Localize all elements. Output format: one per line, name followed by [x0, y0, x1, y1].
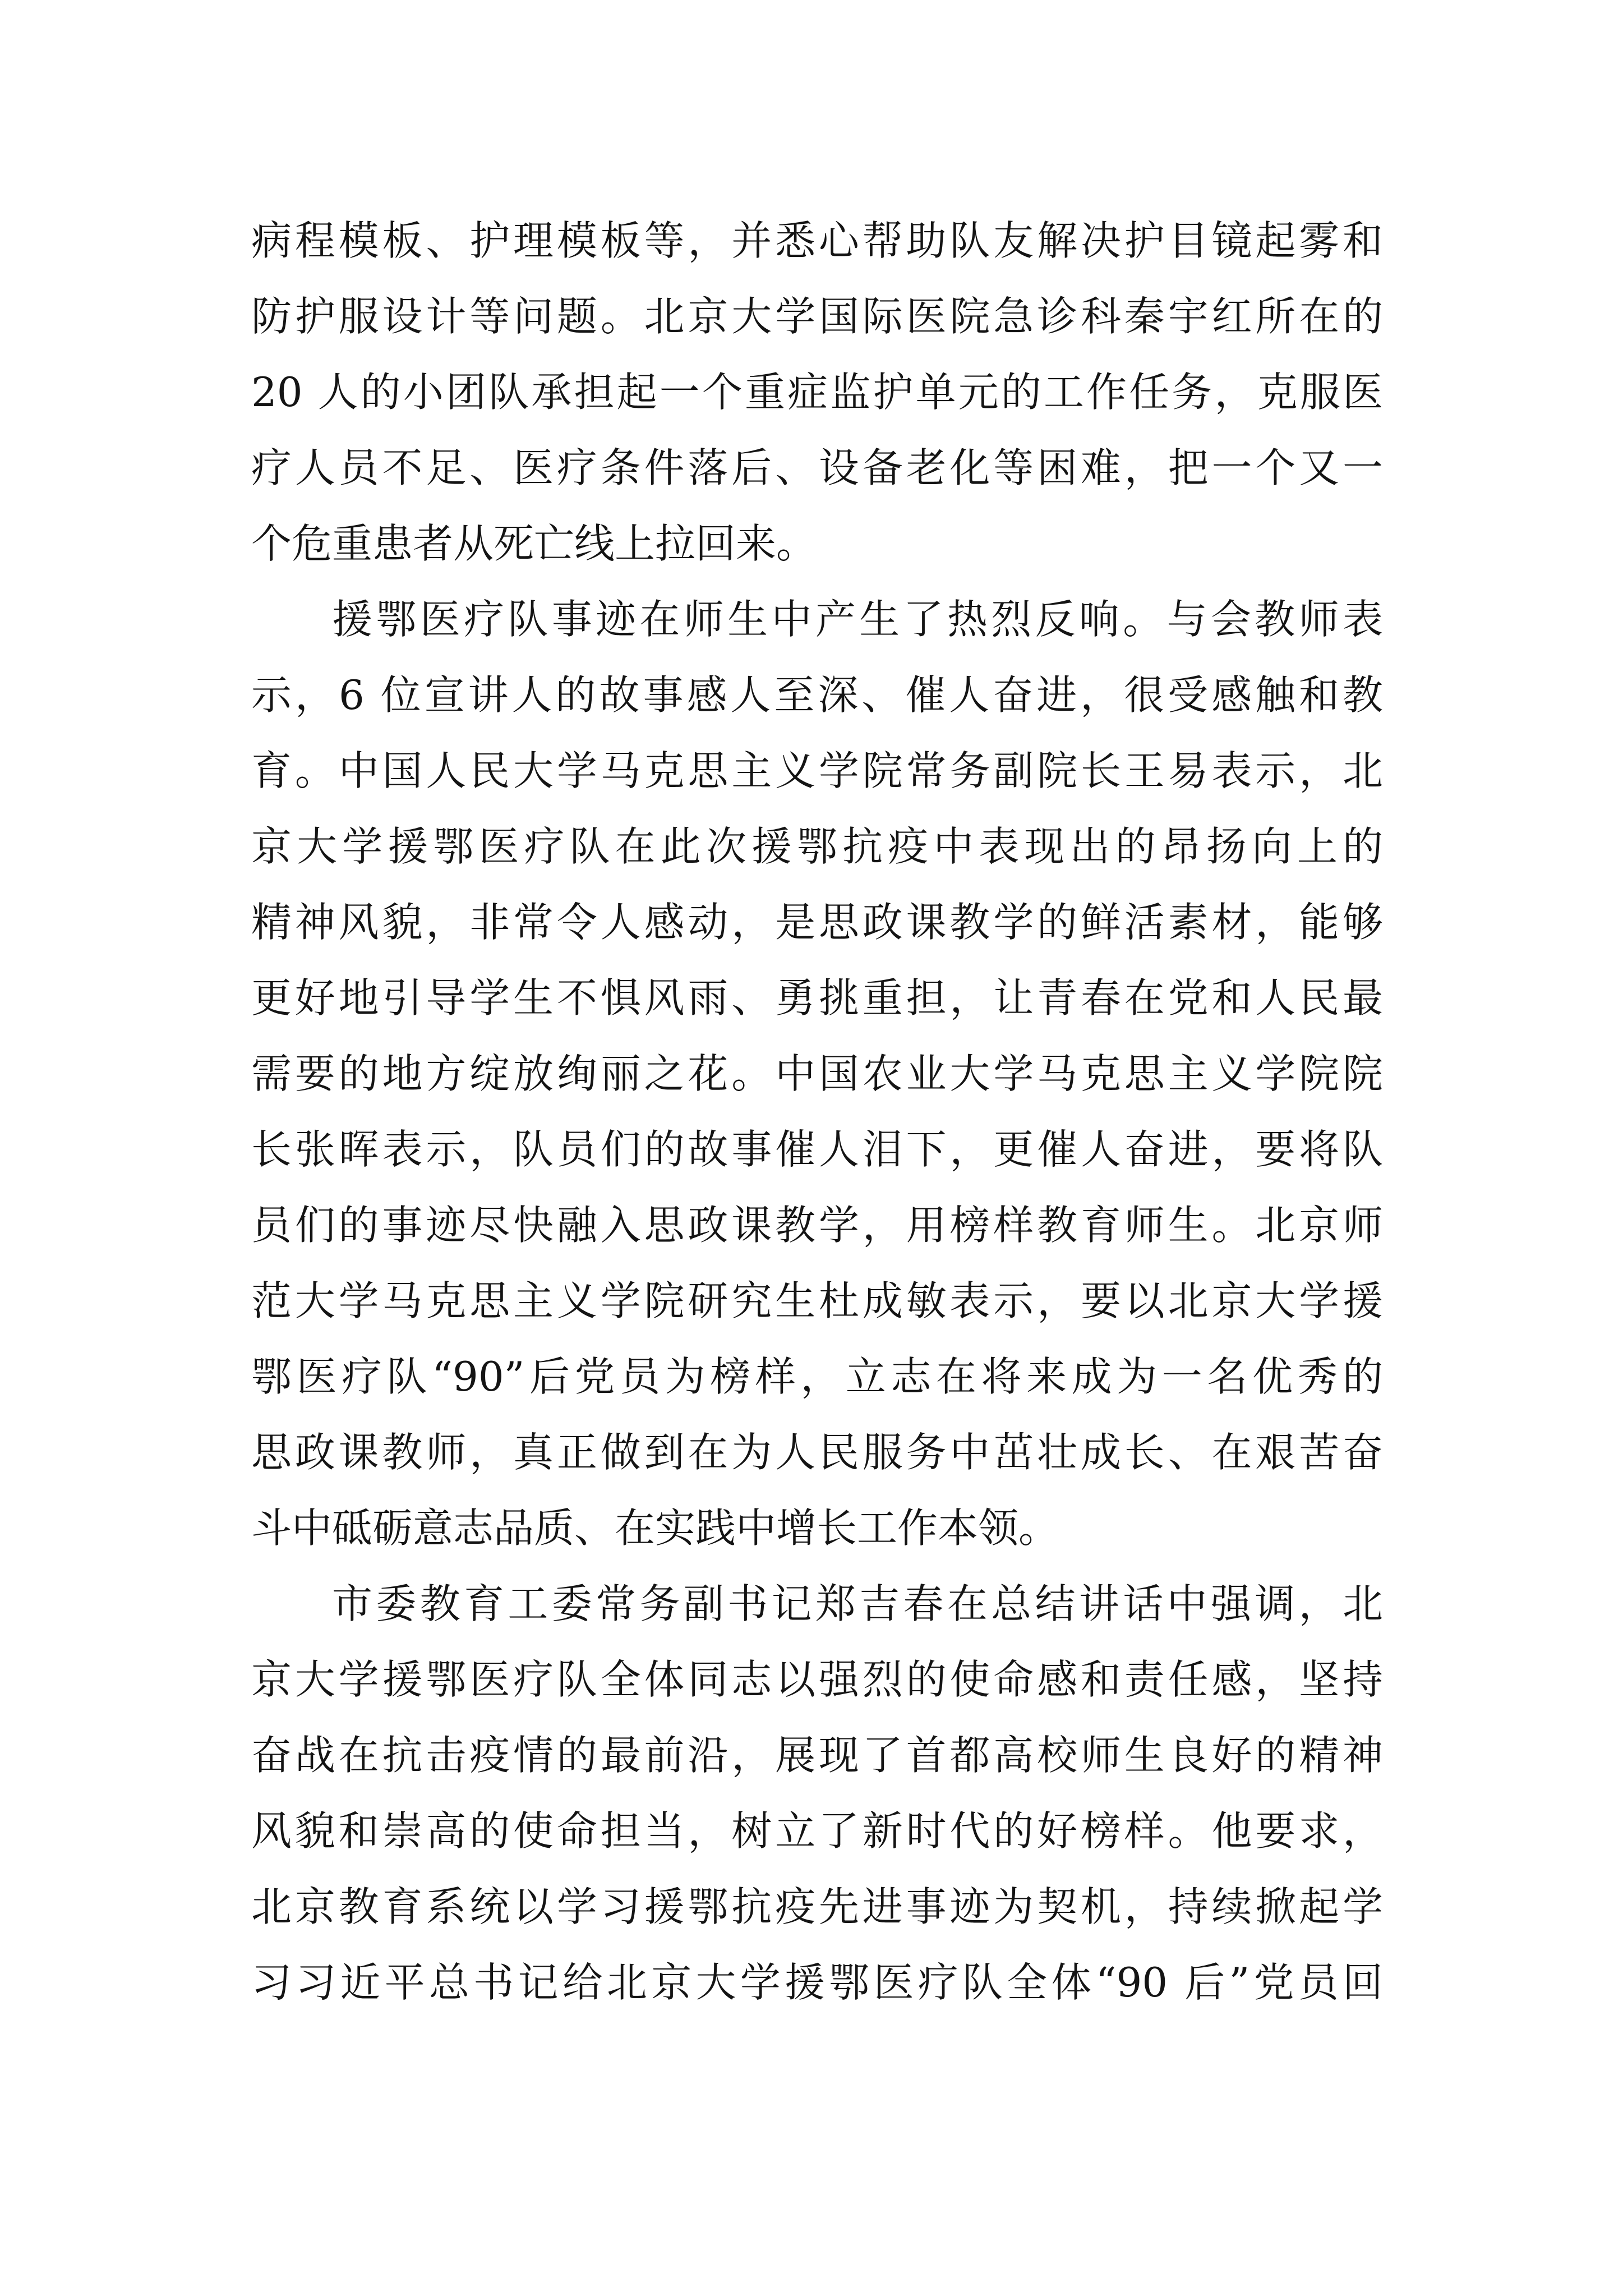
text-line: 疗人员不足、医疗条件落后、设备老化等困难，把一个又一 — [251, 444, 1383, 491]
text-line: 奋战在抗击疫情的最前沿，展现了首都高校师生良好的精神 — [251, 1732, 1383, 1779]
text-line: 防护服设计等问题。北京大学国际医院急诊科秦宇红所在的 — [251, 293, 1383, 340]
text-line: 风貌和崇高的使命担当，树立了新时代的好榜样。他要求， — [251, 1807, 1383, 1855]
paragraph-first-line: 市委教育工委常务副书记郑吉春在总结讲话中强调，北 — [332, 1580, 1383, 1627]
text-line: 北京教育系统以学习援鄂抗疫先进事迹为契机，持续掀起学 — [251, 1883, 1383, 1930]
text-line: 示，6 位宣讲人的故事感人至深、催人奋进，很受感触和教 — [251, 671, 1383, 719]
text-line: 习习近平总书记给北京大学援鄂医疗队全体“90 后”党员回 — [251, 1959, 1383, 2006]
text-line: 鄂医疗队“90”后党员为榜样，立志在将来成为一名优秀的 — [251, 1353, 1383, 1400]
text-line: 京大学援鄂医疗队在此次援鄂抗疫中表现出的昂扬向上的 — [251, 823, 1383, 870]
text-line: 更好地引导学生不惧风雨、勇挑重担，让青春在党和人民最 — [251, 974, 1383, 1022]
text-line: 斗中砥砺意志品质、在实践中增长工作本领。 — [251, 1504, 1059, 1552]
text-line: 20 人的小团队承担起一个重症监护单元的工作任务，克服医 — [251, 369, 1383, 416]
text-line: 需要的地方绽放绚丽之花。中国农业大学马克思主义学院院 — [251, 1050, 1383, 1097]
paragraph-first-line: 援鄂医疗队事迹在师生中产生了热烈反响。与会教师表 — [332, 596, 1383, 643]
text-line: 思政课教师，真正做到在为人民服务中茁壮成长、在艰苦奋 — [251, 1429, 1383, 1476]
text-line: 育。中国人民大学马克思主义学院常务副院长王易表示，北 — [251, 747, 1383, 794]
text-line: 个危重患者从死亡线上拉回来。 — [251, 520, 817, 567]
document-body — [251, 203, 1383, 2021]
text-line: 病程模板、护理模板等，并悉心帮助队友解决护目镜起雾和 — [251, 217, 1383, 264]
text-line: 精神风貌，非常令人感动，是思政课教学的鲜活素材，能够 — [251, 899, 1383, 946]
text-line: 京大学援鄂医疗队全体同志以强烈的使命感和责任感，坚持 — [251, 1656, 1383, 1703]
text-line: 员们的事迹尽快融入思政课教学，用榜样教育师生。北京师 — [251, 1202, 1383, 1249]
text-line: 范大学马克思主义学院研究生杜成敏表示，要以北京大学援 — [251, 1277, 1383, 1324]
text-line: 长张晖表示，队员们的故事催人泪下，更催人奋进，要将队 — [251, 1126, 1383, 1173]
